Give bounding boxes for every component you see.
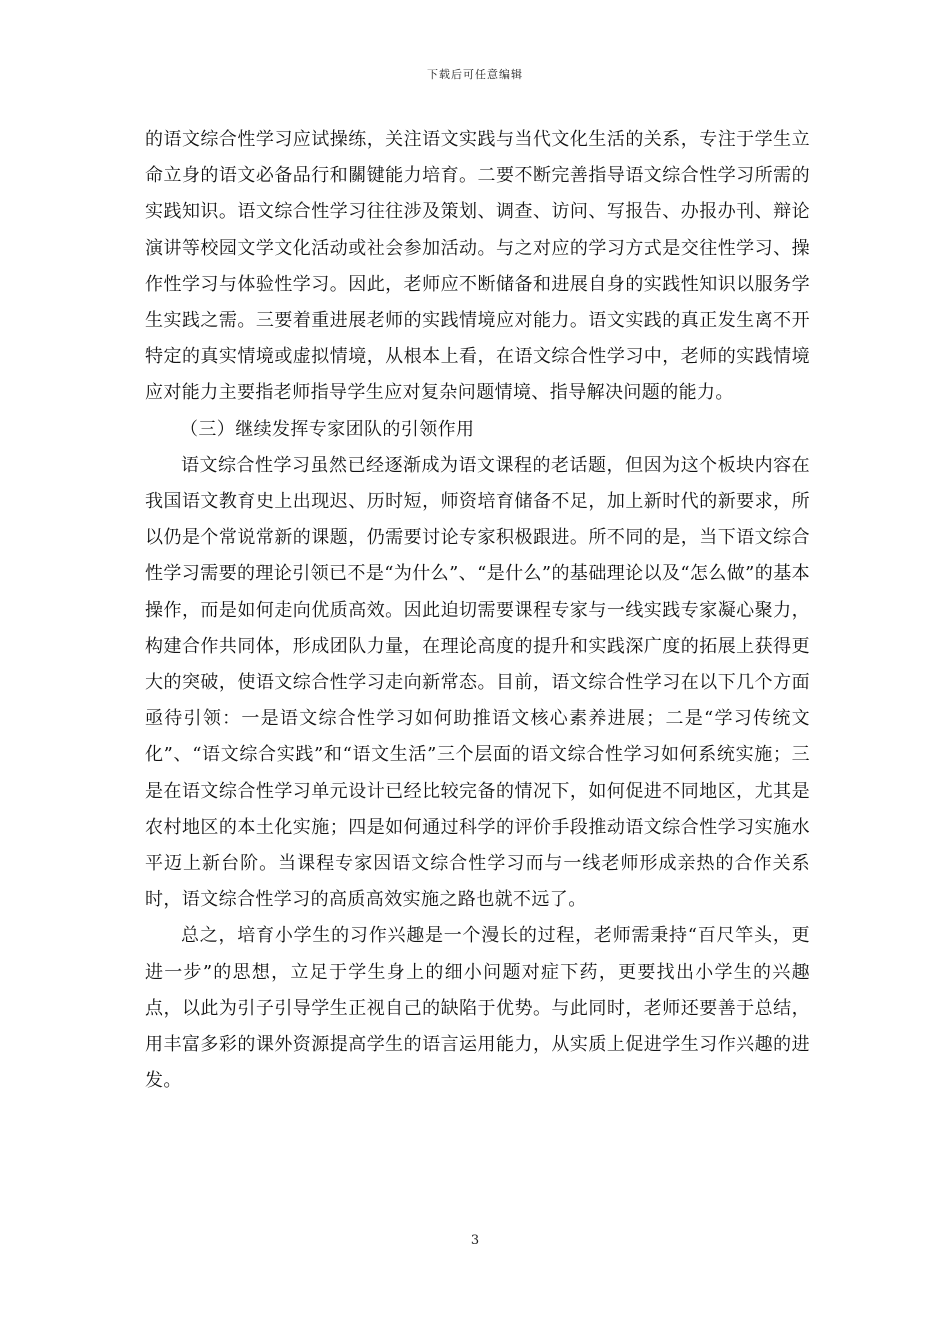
document-body bbox=[145, 122, 810, 1099]
paragraph-continued: 的语文综合性学习应试操练，关注语文实践与当代文化生活的关系，专注于学生立命立身的语文必备品行和關键能力培育。二要不断完善指导语文综合性学习所需的实践知识。语文综合性学习往往涉及策划、调查、访问、写报告、办报办刊、辩论演讲等校园文学文化活动或社会参加活动。与之对应的学习方式是交往性学习、操作性学习与体验性学习。因此，老师应不断储备和进展自身的实践性知识以服务学生实践之需。三要着重进展老师的实践情境应对能力。语文实践的真正发生离不开特定的真实情境或虚拟情境，从根本上看，在语文综合性学习中，老师的实践情境应对能力主要指老师指导学生应对复杂问题情境、指导解决问题的能力。 bbox=[145, 129, 810, 404]
page-header: 下载后可任意编辑 bbox=[427, 68, 523, 81]
section-heading: （三）继续发挥专家团队的引领作用 bbox=[180, 418, 475, 440]
paragraph-conclusion: 总之，培育小学生的习作兴趣是一个漫长的过程，老师需秉持“百尺竿头，更进一步”的思想，立足于学生身上的细小问题对症下药，更要找出小学生的兴趣点，以此为引子引导学生正视自己的缺陷于优势。与此同时，老师还要善于总结，用丰富多彩的课外资源提高学生的语言运用能力，从实质上促进学生习作兴趣的进发。 bbox=[145, 925, 810, 1092]
paragraph-expert-team: 语文综合性学习虽然已经逐渐成为语文课程的老话题，但因为这个板块内容在我国语文教育史上出现迟、历时短，师资培育储备不足，加上新时代的新要求，所以仍是个常说常新的课题，仍需要讨论专家积极跟进。所不同的是，当下语文综合性学习需要的理论引领已不是“为什么”、“是什么”的基础理论以及“怎么做”的基本操作，而是如何走向优质高效。因此迫切需要课程专家与一线实践专家凝心聚力，构建合作共同体，形成团队力量，在理论高度的提升和实践深广度的拓展上获得更大的突破，使语文综合性学习走向新常态。目前，语文综合性学习在以下几个方面亟待引领：一是语文综合性学习如何助推语文核心素养进展；二是“学习传统文化”、“语文综合实践”和“语文生活”三个层面的语文综合性学习如何系统实施；三是在语文综合性学习单元设计已经比较完备的情况下，如何促进不同地区，尤其是农村地区的本土化实施；四是如何通过科学的评价手段推动语文综合性学习实施水平迈上新台阶。当课程专家因语文综合性学习而与一线老师形成亲热的合作关系时，语文综合性学习的高质高效实施之路也就不远了。 bbox=[145, 454, 810, 911]
page-number: 3 bbox=[470, 1233, 480, 1248]
